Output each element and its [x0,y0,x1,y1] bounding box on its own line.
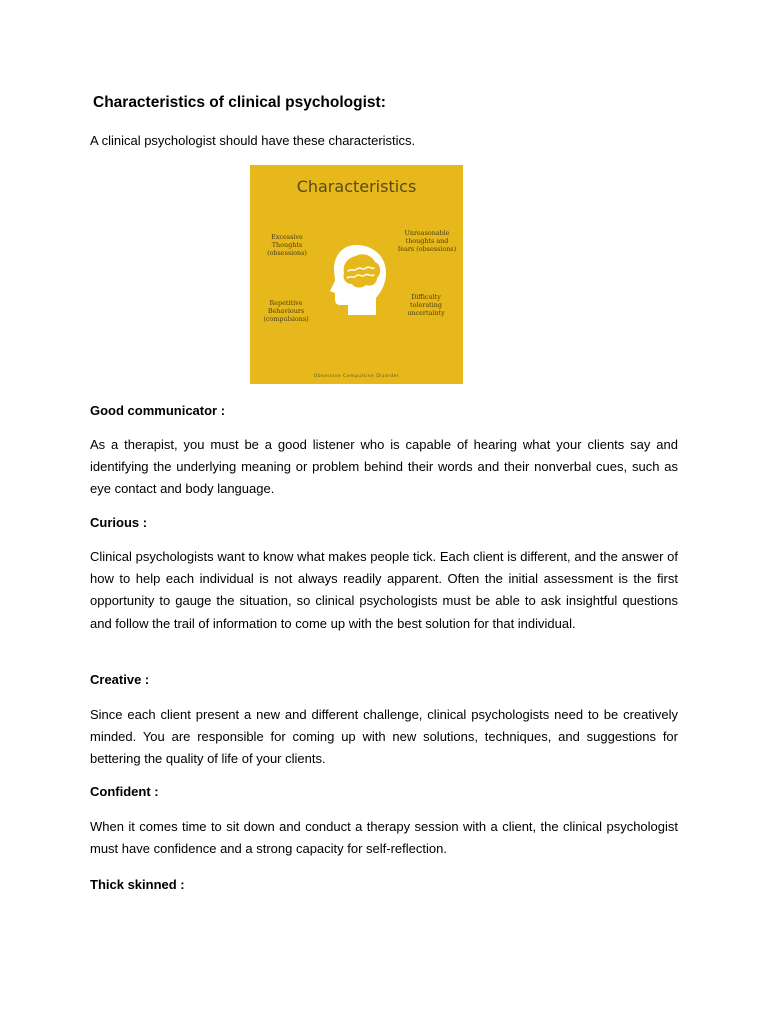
page-title: Characteristics of clinical psychologist: [93,94,386,111]
section-text-good-communicator: As a therapist, you must be a good listener who is capable of hearing what your clients say and identifying the underlying meaning or problem behind their words and their nonverbal cues, such as eye contact and body language. [90,437,678,497]
figure-label-unreasonable-thoughts: Unreasonable thoughts and fears (obsessions) [397,229,457,253]
section-text-confident: When it comes time to sit down and conduct a therapy session with a client, the clinical psychologist must have confidence and a strong capacity for self-reflection. [90,819,678,857]
section-heading-thick-skinned: Thick skinned : [90,877,185,892]
section-heading-creative: Creative : [90,672,150,687]
section-text-creative: Since each client present a new and different challenge, clinical psychologists need to be creatively minded. You are responsible for coming up with new solutions, techniques, and suggestions for bettering the quality of life of your clients. [90,707,678,767]
figure-label-difficulty-tolerating: Difficulty tolerating uncertainty [407,293,445,317]
section-text-curious: Clinical psychologists want to know what makes people tick. Each client is different, and the answer of how to help each individual is not always readily apparent. Often the initial assessment is the first opportunity to gauge the situation, so clinical psychologists must be able to ask insightful questions and follow the trail of information to come up with the best solution for that individual. [90,549,678,631]
figure-footer: Obsessive Compulsive Disorder [313,374,400,379]
section-heading-confident: Confident : [90,784,159,799]
figure-label-excessive-thoughts: Excessive Thoughts (obsessions) [267,233,307,257]
section-heading-curious: Curious : [90,515,148,530]
intro-paragraph: A clinical psychologist should have these characteristics. [90,133,416,148]
section-heading-good-communicator: Good communicator : [90,403,226,418]
figure-title: Characteristics [296,177,417,196]
characteristics-figure [250,165,463,384]
head-with-brain-icon [326,243,390,317]
figure-label-repetitive-behaviours: Repetitive Behaviours (compulsions) [263,299,309,323]
